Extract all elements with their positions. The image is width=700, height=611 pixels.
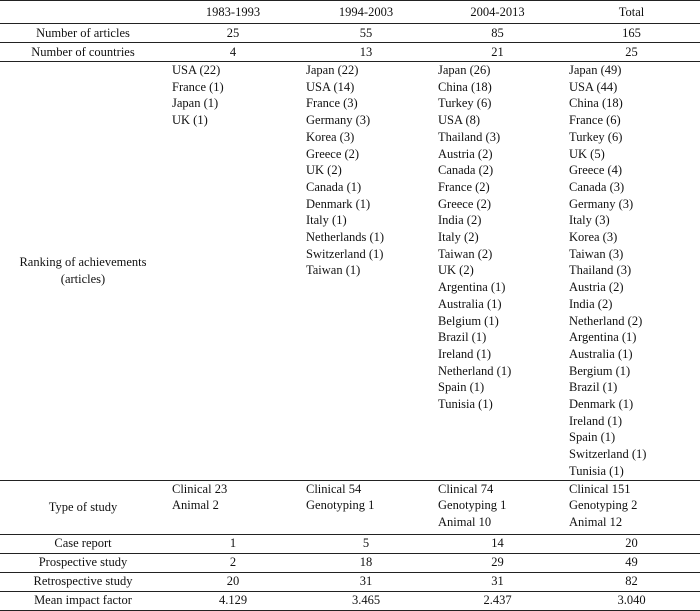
cell: 25 (563, 43, 700, 62)
cell: 25 (166, 24, 300, 43)
list-item: USA (44) (569, 79, 618, 94)
list-item: Genotyping 1 (438, 498, 507, 513)
list-item: Brazil (1) (569, 380, 618, 395)
list-item: Clinical 23 (172, 481, 228, 496)
list-item: China (18) (438, 79, 492, 94)
list-item: France (3) (306, 96, 358, 111)
list-item: Argentina (1) (569, 330, 637, 345)
list-item: Argentina (1) (438, 280, 506, 295)
list-item: Netherlands (1) (306, 230, 385, 245)
list-item: Genotyping 2 (569, 498, 638, 513)
row-impact (0, 591, 700, 610)
list-item: UK (2) (438, 263, 474, 278)
list-item: Japan (22) (306, 63, 359, 77)
list-item: Clinical 151 (569, 481, 631, 496)
list-item: Austria (2) (438, 146, 493, 161)
list-item: India (2) (438, 213, 482, 228)
list-item: Switzerland (1) (569, 447, 647, 462)
list-item: Genotyping 1 (306, 498, 375, 513)
list-item: Bergium (1) (569, 363, 631, 378)
row-label: Mean impact factor (0, 591, 166, 610)
list-item: Greece (4) (569, 163, 623, 178)
cell: 82 (563, 572, 700, 591)
list-item: Turkey (6) (569, 129, 623, 144)
list-item: UK (5) (569, 146, 605, 161)
list-item: Tunisia (1) (569, 463, 624, 478)
list-item: Austria (2) (569, 280, 624, 295)
list-item: Italy (3) (569, 213, 610, 228)
ranking-cell (300, 62, 432, 481)
cell: 3.040 (563, 591, 700, 610)
list-item: USA (14) (306, 79, 355, 94)
list-item: Japan (1) (172, 96, 219, 111)
row-countries (0, 43, 700, 62)
list-item: Canada (3) (569, 179, 625, 194)
list-item: Canada (2) (438, 163, 494, 178)
list-item: Ireland (1) (569, 413, 623, 428)
cell: 2.437 (432, 591, 563, 610)
list-item: Clinical 74 (438, 481, 494, 496)
header-1983-1993: 1983-1993 (166, 1, 300, 24)
cell: 165 (563, 24, 700, 43)
list-item: Thailand (3) (438, 129, 501, 144)
header-row (0, 1, 700, 24)
cell: 4.129 (166, 591, 300, 610)
list-item: Tunisia (1) (438, 397, 493, 412)
cell: 31 (300, 572, 432, 591)
list-item: Turkey (6) (438, 96, 492, 111)
row-label: Retrospective study (0, 572, 166, 591)
list-item: Germany (3) (569, 196, 634, 211)
cell: 2 (166, 553, 300, 572)
list-item: Denmark (1) (306, 196, 371, 211)
cell: 55 (300, 24, 432, 43)
list-item: Brazil (1) (438, 330, 487, 345)
cell: 4 (166, 43, 300, 62)
list-item: Animal 2 (172, 498, 219, 513)
type-cell (432, 480, 563, 534)
list-item: UK (2) (306, 163, 342, 178)
list-item: Taiwan (2) (438, 246, 493, 261)
list-item: Clinical 54 (306, 481, 362, 496)
cell: 20 (166, 572, 300, 591)
list-item: Greece (2) (438, 196, 492, 211)
list-item: Taiwan (3) (569, 246, 624, 261)
list-item: Korea (3) (569, 230, 618, 245)
list-item: Switzerland (1) (306, 246, 384, 261)
list-item: China (18) (569, 96, 623, 111)
list-item: Denmark (1) (569, 397, 634, 412)
list-item: Australia (1) (438, 296, 502, 311)
cell: 1 (166, 534, 300, 553)
header-empty (0, 1, 166, 24)
list-item: Australia (1) (569, 346, 633, 361)
list-item: Belgium (1) (438, 313, 499, 328)
header-total: Total (563, 1, 700, 24)
header-2004-2013: 2004-2013 (432, 1, 563, 24)
type-cell (166, 480, 300, 534)
list-item: Japan (26) (438, 63, 491, 77)
cell: 29 (432, 553, 563, 572)
row-label-line: Ranking of achievements (19, 255, 147, 270)
list-item: Animal 10 (438, 514, 492, 529)
list-item: Ireland (1) (438, 346, 492, 361)
row-prospective (0, 553, 700, 572)
list-item: France (1) (172, 79, 224, 94)
cell: 49 (563, 553, 700, 572)
list-item: Japan (49) (569, 63, 622, 77)
row-label: Number of articles (0, 24, 166, 43)
cell: 20 (563, 534, 700, 553)
ranking-cell (432, 62, 563, 481)
row-label: Prospective study (0, 553, 166, 572)
cell: 13 (300, 43, 432, 62)
cell: 21 (432, 43, 563, 62)
list-item: Korea (3) (306, 129, 355, 144)
list-item: Italy (1) (306, 213, 347, 228)
ranking-cell (563, 62, 700, 481)
list-item: USA (22) (172, 63, 221, 77)
list-item: Taiwan (1) (306, 263, 361, 278)
row-label: Case report (0, 534, 166, 553)
list-item: France (6) (569, 113, 621, 128)
ranking-cell (166, 62, 300, 481)
list-item: Italy (2) (438, 230, 479, 245)
list-item: India (2) (569, 296, 613, 311)
row-ranking (0, 62, 700, 481)
type-cell (563, 480, 700, 534)
row-articles (0, 24, 700, 43)
list-item: USA (8) (438, 113, 481, 128)
type-cell (300, 480, 432, 534)
list-item: UK (1) (172, 113, 208, 128)
row-label: Type of study (0, 480, 166, 534)
list-item: Netherland (1) (438, 363, 512, 378)
row-label-ranking (0, 62, 166, 481)
cell: 5 (300, 534, 432, 553)
list-item: France (2) (438, 179, 490, 194)
list-item: Netherland (2) (569, 313, 643, 328)
row-label: Number of countries (0, 43, 166, 62)
list-item: Spain (1) (438, 380, 485, 395)
list-item: Spain (1) (569, 430, 616, 445)
list-item: Canada (1) (306, 179, 362, 194)
cell: 3.465 (300, 591, 432, 610)
cell: 18 (300, 553, 432, 572)
cell: 14 (432, 534, 563, 553)
row-label-line: (articles) (60, 271, 106, 286)
cell: 85 (432, 24, 563, 43)
row-type (0, 480, 700, 534)
cell: 31 (432, 572, 563, 591)
list-item: Thailand (3) (569, 263, 632, 278)
list-item: Germany (3) (306, 113, 371, 128)
row-retrospective (0, 572, 700, 591)
list-item: Animal 12 (569, 514, 623, 529)
list-item: Greece (2) (306, 146, 360, 161)
row-case-report (0, 534, 700, 553)
header-1994-2003: 1994-2003 (300, 1, 432, 24)
